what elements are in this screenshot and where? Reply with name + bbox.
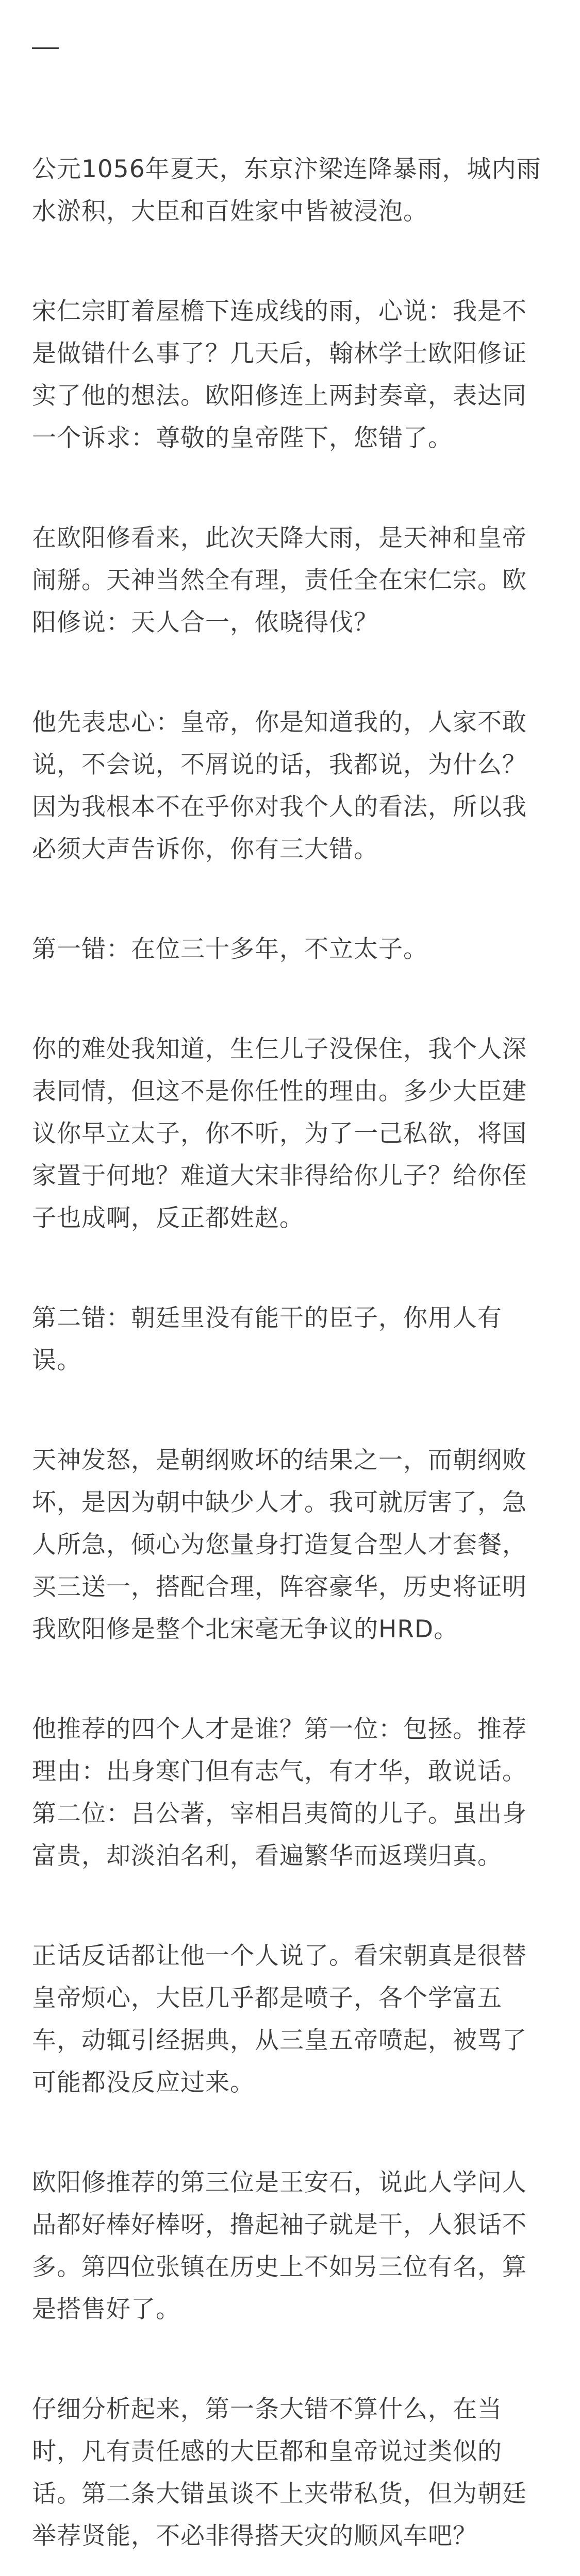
paragraph: 第二错：朝廷里没有能干的臣子，你用人有误。 [32, 1304, 502, 1375]
section-mark [32, 47, 59, 49]
paragraph: 他先表忠心：皇帝，你是知道我的，人家不敢说，不会说，不屑说的话，我都说，为什么？因为我根本不在乎你对我个人的看法，所以我必须大声告诉你，你有三大错。 [32, 708, 527, 863]
paragraph: 公元1056年夏天，东京汴梁连降暴雨，城内雨水淤积，大臣和百姓家中皆被浸泡。 [32, 155, 541, 226]
paragraph: 仔细分析起来，第一条大错不算什么，在当时，凡有责任感的大臣都和皇帝说过类似的话。第二条大错虽谈不上夹带私货，但为朝廷举荐贤能，不必非得搭天灾的顺风车吧？ [32, 2395, 527, 2550]
paragraph: 第一错：在位三十多年，不立太子。 [32, 935, 428, 963]
paragraph: 正话反话都让他一个人说了。看宋朝真是很替皇帝烦心，大臣几乎都是喷子，各个学富五车，动辄引经据典，从三皇五帝喷起，被骂了可能都没反应过来。 [32, 1942, 527, 2097]
paragraph: 天神发怒，是朝纲败坏的结果之一，而朝纲败坏，是因为朝中缺少人才。我可就厉害了，急人所急，倾心为您量身打造复合型人才套餐，买三送一，搭配合理，阵容豪华，历史将证明我欧阳修是整个北宋毫无争议的HRD。 [32, 1446, 527, 1643]
paragraph: 他推荐的四个人才是谁？第一位：包拯。推荐理由：出身寒门但有志气，有才华，敢说话。第二位：吕公著，宰相吕夷简的儿子。虽出身富贵，却淡泊名利，看遍繁华而返璞归真。 [32, 1715, 527, 1870]
article-body [32, 148, 548, 2576]
paragraph: 你的难处我知道，生仨儿子没保住，我个人深表同情，但这不是你任性的理由。多少大臣建议你早立太子，你不听，为了一己私欲，将国家置于何地？难道大宋非得给你儿子？给你侄子也成啊，反正都姓赵。 [32, 1035, 527, 1232]
paragraph: 欧阳修推荐的第三位是王安石，说此人学问人品都好棒好棒呀，撸起袖子就是干，人狠话不多。第四位张镇在历史上不如另三位有名，算是搭售好了。 [32, 2168, 527, 2324]
paragraph: 宋仁宗盯着屋檐下连成线的雨，心说：我是不是做错什么事了？几天后，翰林学士欧阳修证实了他的想法。欧阳修连上两封奏章，表达同一个诉求：尊敬的皇帝陛下，您错了。 [32, 297, 527, 452]
paragraph: 在欧阳修看来，此次天降大雨，是天神和皇帝闹掰。天神当然全有理，责任全在宋仁宗。欧阳修说：天人合一，侬晓得伐？ [32, 524, 527, 637]
